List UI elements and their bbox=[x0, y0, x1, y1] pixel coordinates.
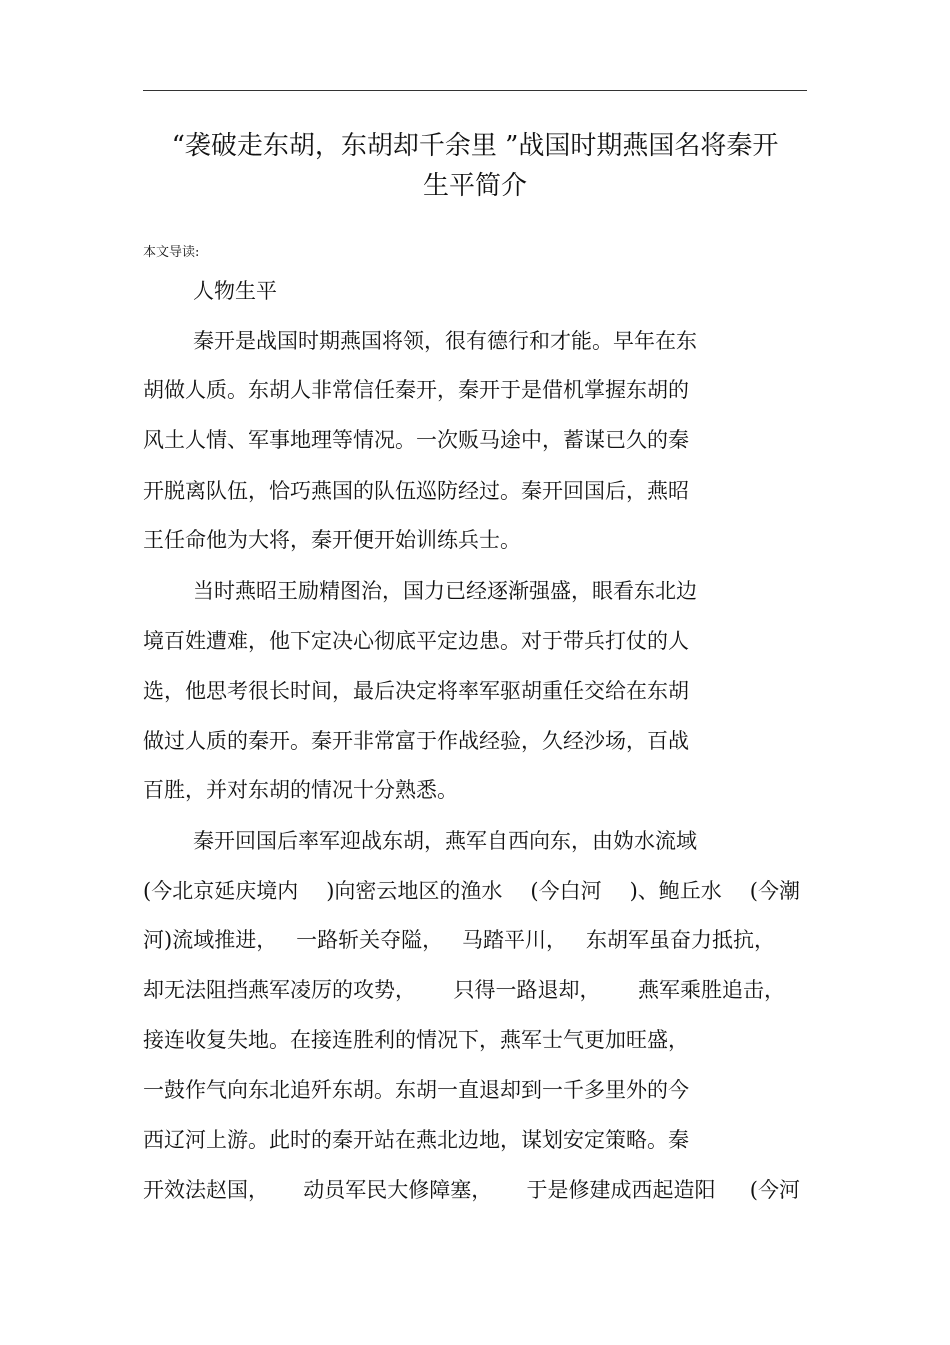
text-segment: 却无法阻挡燕军凌厉的攻势， bbox=[143, 978, 416, 1002]
text-segment: 一路斩关夺隘， bbox=[296, 928, 444, 952]
paragraph-2-line: 百胜，并对东胡的情况十分熟悉。 bbox=[143, 778, 458, 802]
paragraph-2-line: 当时燕昭王励精图治，国力已经逐渐强盛，眼看东北边 bbox=[193, 579, 697, 603]
paragraph-1-line: 王任命他为大将，秦开便开始训练兵士。 bbox=[143, 528, 521, 552]
paragraph-3-line: 西辽河上游。此时的秦开站在燕北边地，谋划安定策略。秦 bbox=[143, 1128, 689, 1152]
lead-label: 本文导读: bbox=[143, 245, 200, 260]
text-segment: (今白河 bbox=[530, 879, 602, 903]
paragraph-2-line: 做过人质的秦开。秦开非常富于作战经验，久经沙场，百战 bbox=[143, 729, 689, 753]
section-heading: 人物生平 bbox=[193, 279, 277, 303]
title-line-2: 生平简介 bbox=[422, 171, 527, 201]
text-segment: )向密云地区的渔水 bbox=[326, 879, 503, 903]
paragraph-1-line: 风土人情、军事地理等情况。一次贩马途中，蓄谋已久的秦 bbox=[143, 428, 689, 452]
paragraph-3-line bbox=[143, 1175, 800, 1205]
document-title bbox=[143, 126, 807, 206]
text-segment: 燕军乘胜追击， bbox=[638, 978, 785, 1002]
paragraph-3-line bbox=[143, 925, 775, 955]
text-segment: 动员军民大修障塞， bbox=[303, 1178, 493, 1202]
paragraph-3-line: 一鼓作气向东北追歼东胡。东胡一直退却到一千多里外的今 bbox=[143, 1078, 689, 1102]
title-line-1: “袭破走东胡，东胡却千余里 ”战国时期燕国名将秦开 bbox=[171, 131, 779, 161]
paragraph-2-line: 选，他思考很长时间，最后决定将率军驱胡重任交给在东胡 bbox=[143, 679, 689, 703]
text-segment: (今潮 bbox=[749, 879, 800, 903]
text-segment: 马踏平川， bbox=[462, 928, 568, 952]
paragraph-1-line: 胡做人质。东胡人非常信任秦开，秦开于是借机掌握东胡的 bbox=[143, 378, 689, 402]
text-segment: (今北京延庆境内 bbox=[143, 879, 299, 903]
paragraph-2-line: 境百姓遭难，他下定决心彻底平定边患。对于带兵打仗的人 bbox=[143, 629, 689, 653]
text-segment: 开效法赵国， bbox=[143, 1178, 269, 1202]
paragraph-3-line: 接连收复失地。在接连胜利的情况下，燕军士气更加旺盛， bbox=[143, 1028, 689, 1052]
text-segment: 东胡军虽奋力抵抗， bbox=[585, 928, 775, 952]
paragraph-3-line bbox=[143, 876, 800, 906]
paragraph-1-line: 秦开是战国时期燕国将领，很有德行和才能。早年在东 bbox=[193, 329, 697, 353]
text-segment: 于是修建成西起造阳 bbox=[526, 1178, 716, 1202]
text-segment: 河)流域推进， bbox=[143, 928, 278, 952]
paragraph-3-line bbox=[143, 975, 785, 1005]
text-segment: (今河 bbox=[749, 1178, 800, 1202]
text-segment: 只得一路退却， bbox=[453, 978, 601, 1002]
text-segment: )、鲍丘水 bbox=[629, 879, 722, 903]
paragraph-3-line: 秦开回国后率军迎战东胡，燕军自西向东，由妫水流域 bbox=[193, 829, 697, 853]
header-rule bbox=[143, 90, 807, 91]
paragraph-1-line: 开脱离队伍，恰巧燕国的队伍巡防经过。秦开回国后，燕昭 bbox=[143, 479, 689, 503]
